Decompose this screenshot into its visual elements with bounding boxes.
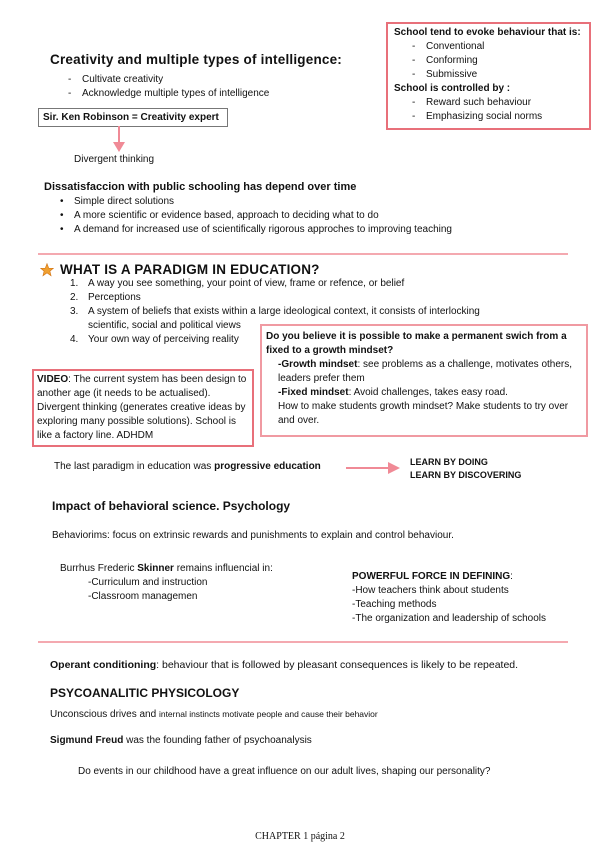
- list-item: [70, 277, 575, 291]
- force-list: [352, 584, 546, 626]
- list-item: -How teachers think about students: [352, 585, 509, 596]
- creativity-list: [62, 73, 269, 101]
- force-title-text: POWERFUL FORCE IN DEFINING: [352, 571, 511, 582]
- right-arrow-icon: [346, 461, 402, 475]
- skinner-list: [88, 576, 208, 604]
- psycho-drives: [50, 704, 378, 722]
- growth-mindset: [278, 358, 582, 386]
- behavioral-heading: Impact of behavioral science. Psychology: [52, 499, 291, 513]
- mindset-question: Do you believe it is possible to make a permanent swich from a fixed to a growth mindset?: [266, 331, 567, 356]
- mindset-box: [260, 324, 588, 437]
- progressive-bold: progressive education: [214, 461, 321, 472]
- school-behaviour-box: [386, 22, 591, 130]
- robinson-box: Sir. Ken Robinson = Creativity expert: [38, 108, 228, 127]
- list-item: • A more scientific or evidence based, approach to deciding what to do: [56, 209, 576, 223]
- dissatisfaction-heading: Dissatisfaccion with public schooling has depend over time: [44, 181, 357, 193]
- fixed-label: -Fixed mindset: [278, 387, 349, 398]
- list-item: - Conventional: [406, 40, 589, 54]
- list-item: - Submissive: [406, 68, 589, 82]
- drives-b: internal instincts motivate people and cause their behavior: [158, 709, 378, 719]
- school-box-list: [394, 40, 589, 82]
- skinner-name: Skinner: [137, 563, 174, 574]
- school-box-controlled-title: School is controlled by :: [394, 83, 511, 94]
- fixed-mindset: [278, 386, 582, 400]
- drives-a: Unconscious drives and: [50, 709, 159, 720]
- list-item-text: Perceptions: [88, 292, 141, 303]
- list-number: 2.: [70, 292, 79, 303]
- list-item: - Reward such behaviour: [406, 96, 589, 110]
- childhood-question: Do events in our childhood have a great influence on our adult lives, shaping our personality?: [78, 766, 491, 777]
- list-item: • A demand for increased use of scientifically rigorous approches to improving teaching: [56, 223, 576, 237]
- skinner-post: remains influencial in:: [173, 563, 273, 574]
- operant-label: Operant conditioning: [50, 659, 157, 671]
- page-footer: CHAPTER 1 página 2: [255, 831, 345, 842]
- progressive-lead: The last paradigm in education was: [54, 461, 215, 472]
- list-item: -The organization and leadership of schools: [352, 613, 547, 624]
- down-arrow-icon: [112, 126, 132, 156]
- video-body: : The current system has been design to another age (it needs to be actualised). Divergent thinking (generates creative ideas by exploring many possible solutions). School is like a factory line. ADHDM: [37, 374, 247, 441]
- growth-label: -Growth mindset: [278, 359, 358, 370]
- behaviorism-text: Behaviorims: focus on extrinsic rewards and punishments to explain and control behaviour.: [52, 530, 454, 541]
- section-divider: [38, 641, 568, 643]
- list-item-text: A system of beliefs that exists within a large ideological context, it consists of interlocking: [88, 306, 480, 317]
- video-text: [37, 373, 250, 443]
- paradigm-heading: WHAT IS A PARADIGM IN EDUCATION?: [60, 262, 320, 277]
- list-item: - Conforming: [406, 54, 589, 68]
- creativity-heading: Creativity and multiple types of intelligence:: [50, 52, 343, 67]
- divergent-thinking: Divergent thinking: [74, 154, 155, 165]
- fixed-text: : Avoid challenges, takes easy road.: [348, 387, 508, 398]
- force-title: [352, 570, 513, 584]
- list-item: -Teaching methods: [352, 599, 437, 610]
- learn-by-doing: LEARN BY DOING: [410, 457, 488, 467]
- list-item: - Cultivate creativity: [62, 73, 269, 87]
- list-item: [70, 291, 575, 305]
- school-box-controlled-list: [394, 96, 589, 124]
- mindset-how: How to make students growth mindset? Make students to try over and over.: [278, 401, 569, 426]
- psycho-heading: PSYCOANALITIC PHYSICOLOGY: [50, 686, 240, 700]
- dissatisfaction-list: [56, 195, 576, 237]
- list-item: -Classroom managemen: [88, 591, 198, 602]
- list-number: 1.: [70, 278, 79, 289]
- list-item: • Simple direct solutions: [56, 195, 576, 209]
- list-number: 3.: [70, 306, 79, 317]
- list-item-text: A way you see something, your point of view, frame or refence, or belief: [88, 278, 405, 289]
- freud-name: Sigmund Freud: [50, 735, 124, 746]
- progressive-line: [54, 460, 321, 474]
- freud-rest: was the founding father of psychoanalysis: [123, 735, 312, 746]
- list-item-text: Your own way of perceiving reality: [88, 334, 239, 345]
- star-icon: [40, 263, 54, 277]
- list-item: -Curriculum and instruction: [88, 577, 208, 588]
- growth-text: : see problems as a challenge, motivates others, leaders prefer them: [278, 359, 573, 384]
- freud-text: [50, 734, 312, 748]
- section-divider: [38, 253, 568, 255]
- list-item-text-cont: scientific, social and political views: [88, 320, 241, 331]
- video-label: VIDEO: [37, 374, 69, 385]
- force-title-colon: :: [510, 571, 513, 582]
- video-box: [32, 369, 254, 447]
- operant-text: : behaviour that is followed by pleasant consequences is likely to be repeated.: [156, 659, 519, 671]
- list-item: - Emphasizing social norms: [406, 110, 589, 124]
- school-box-title: School tend to evoke behaviour that is:: [394, 27, 581, 38]
- skinner-text: [60, 562, 273, 576]
- operant-conditioning: [50, 659, 518, 671]
- skinner-pre: Burrhus Frederic: [60, 563, 138, 574]
- learn-by-discovering: LEARN BY DISCOVERING: [410, 470, 522, 480]
- list-item: - Acknowledge multiple types of intelligence: [62, 87, 269, 101]
- list-number: 4.: [70, 334, 79, 345]
